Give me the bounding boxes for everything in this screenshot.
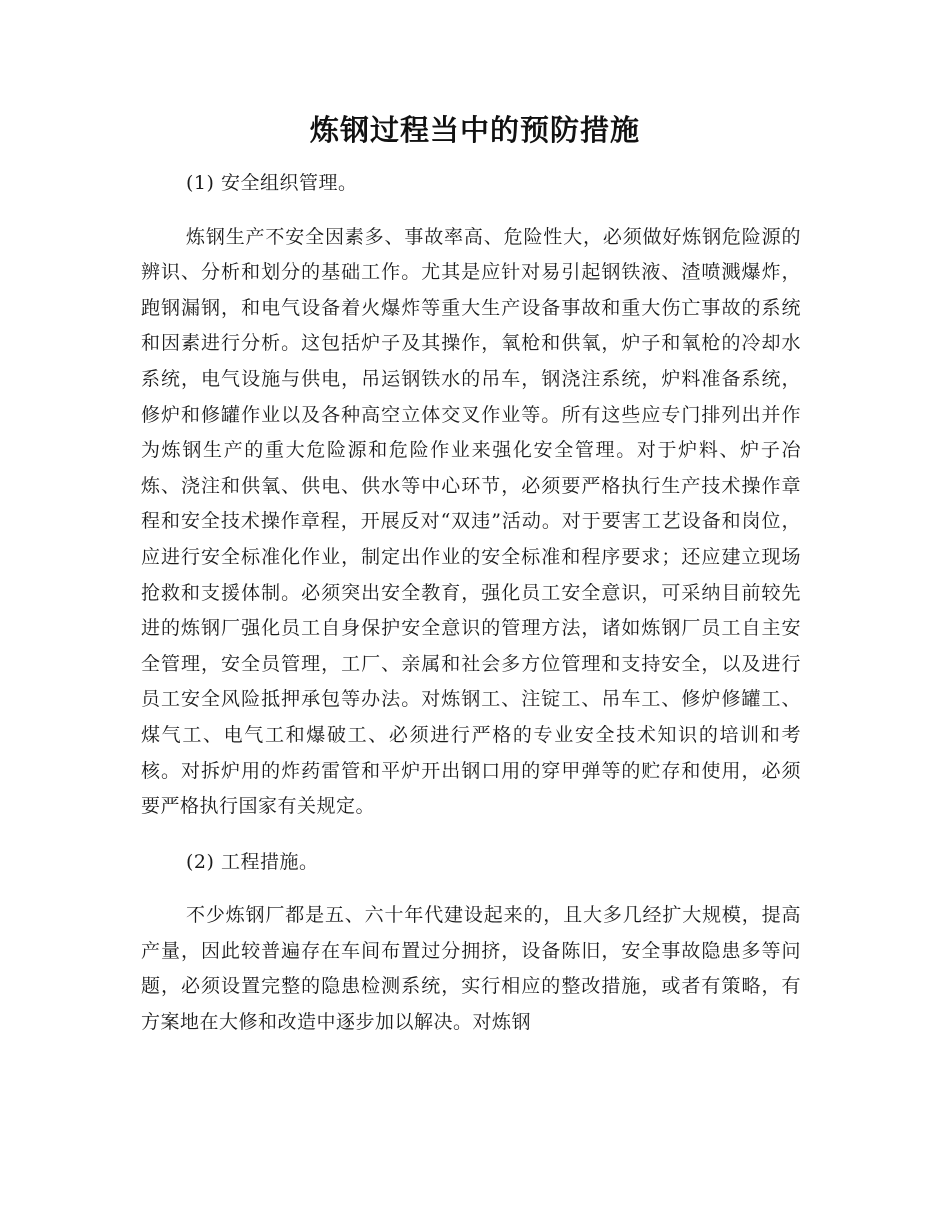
section-1-heading: (1) 安全组织管理。	[186, 172, 358, 194]
section-1-paragraph: 炼钢生产不安全因素多、事故率高、危险性大，必须做好炼钢危险源的辨识、分析和划分的基础工作。尤其是应针对易引起钢铁液、渣喷溅爆炸，跑钢漏钢，和电气设备着火爆炸等重大生产设备事故和重大伤亡事故的系统和因素进行分析。这包括炉子及其操作，氧枪和供氧，炉子和氧枪的冷却水系统，电气设施与供电，吊运钢铁水的吊车，钢浇注系统，炉料准备系统，修炉和修罐作业以及各种高空立体交叉作业等。所有这些应专门排列出并作为炼钢生产的重大危险源和危险作业来强化安全管理。对于炉料、炉子冶炼、浇注和供氧、供电、供水等中心环节，必须要严格执行生产技术操作章程和安全技术操作章程，开展反对“双违”活动。对于要害工艺设备和岗位，应进行安全标准化作业，制定出作业的安全标准和程序要求；还应建立现场抢救和支援体制。必须突出安全教育，强化员工安全意识，可采纳目前较先进的炼钢厂强化员工自身保护安全意识的管理方法，诸如炼钢厂员工自主安全管理，安全员管理，工厂、亲属和社会多方位管理和支持安全，以及进行员工安全风险抵押承包等办法。对炼钢工、注锭工、吊车工、修炉修罐工、煤气工、电气工和爆破工、必须进行严格的专业安全技术知识的培训和考核。对拆炉用的炸药雷管和平炉开出钢口用的穿甲弹等的贮存和使用，必须要严格执行国家有关规定。	[141, 225, 801, 818]
document-title: 炼钢过程当中的预防措施	[309, 113, 640, 147]
section-2-paragraph: 不少炼钢厂都是五、六十年代建设起来的，且大多几经扩大规模，提高产量，因此较普遍存在车间布置过分拥挤，设备陈旧，安全事故隐患多等问题，必须设置完整的隐患检测系统，实行相应的整改措施，或者有策略，有方案地在大修和改造中逐步加以解决。对炼钢	[141, 904, 801, 1034]
document-body	[141, 166, 801, 1061]
section-2-heading: (2) 工程措施。	[186, 850, 319, 873]
